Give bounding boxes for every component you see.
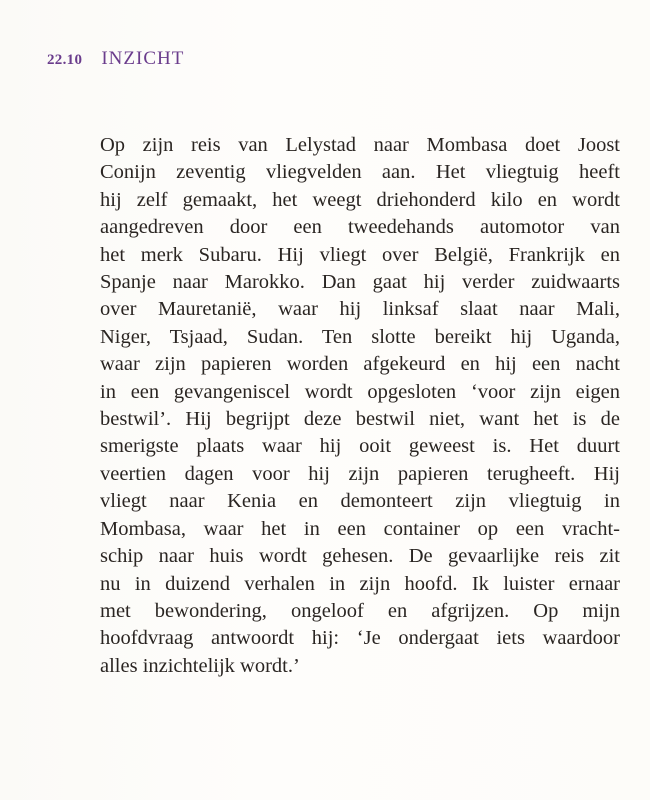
- text-line: in een gevangeniscel wordt opgesloten ‘voor zijn eigen: [100, 380, 620, 403]
- text-line: het merk Subaru. Hij vliegt over België, Frankrijk en: [100, 243, 620, 266]
- text-line: smerigste plaats waar hij ooit geweest is. Het duurt: [100, 435, 620, 458]
- text-line: waar zijn papieren worden afgekeurd en hij een nacht: [100, 353, 620, 376]
- text-line: Conijn zeventig vliegvelden aan. Het vliegtuig heeft: [100, 161, 620, 184]
- text-line: Spanje naar Marokko. Dan gaat hij verder zuidwaarts: [100, 271, 620, 294]
- text-line: bestwil’. Hij begrijpt deze bestwil niet, want het is de: [100, 408, 620, 431]
- entry-date: 22.10: [47, 52, 83, 68]
- text-line: Mombasa, waar het in een container op een vracht-: [100, 517, 620, 540]
- text-line: hij zelf gemaakt, het weegt driehonderd kilo en wordt: [100, 188, 620, 211]
- text-line: over Mauretanië, waar hij linksaf slaat naar Mali,: [100, 298, 620, 321]
- section-title: INZICHT: [101, 48, 185, 69]
- text-line: nu in duizend verhalen in zijn hoofd. Ik luister ernaar: [100, 572, 620, 595]
- page-header: [47, 48, 184, 70]
- text-line: veertien dagen voor hij zijn papieren terugheeft. Hij: [100, 462, 620, 485]
- text-line: hoofdvraag antwoordt hij: ‘Je ondergaat iets waardoor: [100, 627, 620, 650]
- body-paragraph: [100, 132, 620, 680]
- text-line: alles inzichtelijk wordt.’: [100, 654, 300, 677]
- text-line: met bewondering, ongeloof en afgrijzen. Op mijn: [100, 599, 620, 622]
- text-line: schip naar huis wordt gehesen. De gevaarlijke reis zit: [100, 545, 620, 568]
- text-line: Niger, Tsjaad, Sudan. Ten slotte bereikt hij Uganda,: [100, 325, 620, 348]
- text-line: vliegt naar Kenia en demonteert zijn vliegtuig in: [100, 490, 620, 513]
- text-line: aangedreven door een tweedehands automotor van: [100, 216, 620, 239]
- text-line: Op zijn reis van Lelystad naar Mombasa doet Joost: [100, 134, 620, 156]
